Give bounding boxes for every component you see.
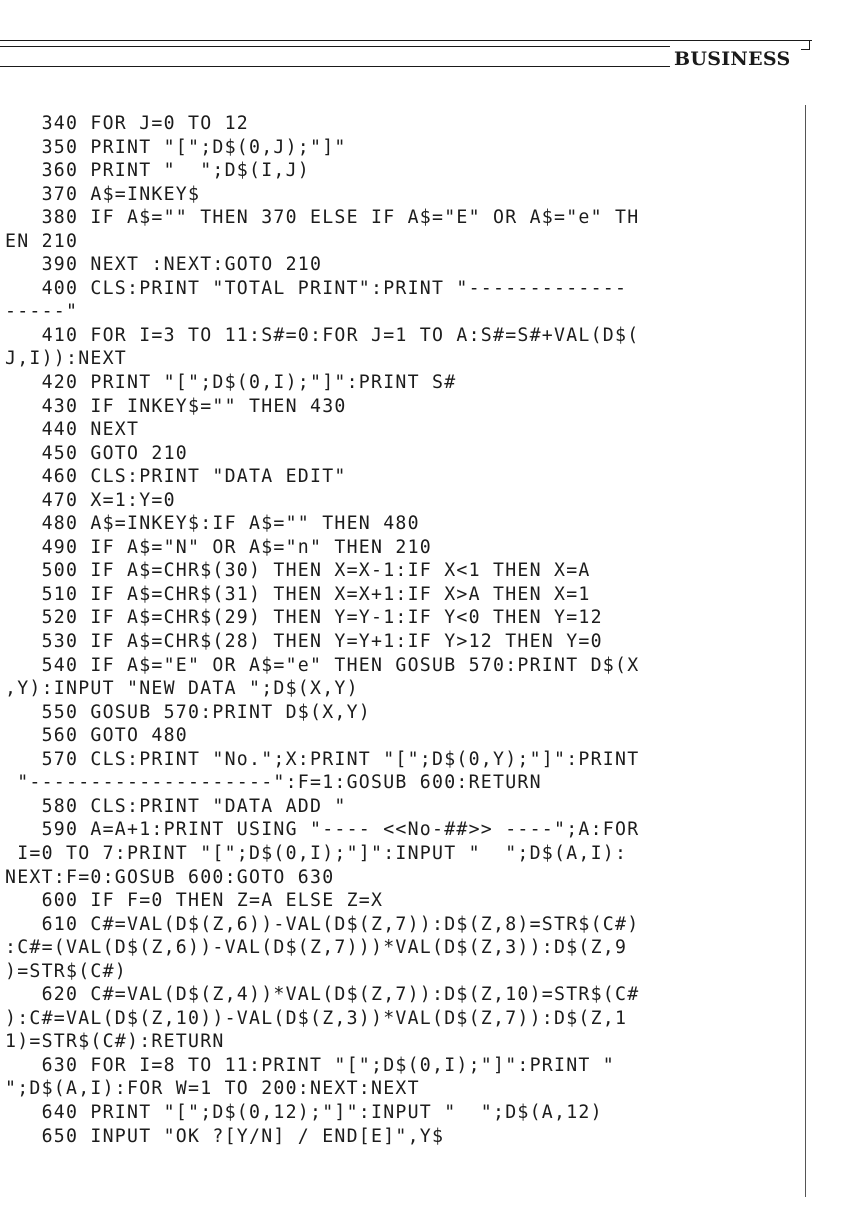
- code-line: 350 PRINT "[";D$(0,J);"]": [5, 136, 347, 158]
- code-line: J,I)):NEXT: [5, 348, 127, 370]
- code-line: 610 C#=VAL(D$(Z,6))-VAL(D$(Z,7)):D$(Z,8)=STR$(C#): [5, 913, 640, 935]
- code-line: 500 IF A$=CHR$(30) THEN X=X-1:IF X<1 THEN X=A: [5, 560, 591, 582]
- section-header: BUSINESS: [674, 48, 791, 70]
- code-line: 420 PRINT "[";D$(0,I);"]":PRINT S#: [5, 372, 457, 394]
- code-line: 640 PRINT "[";D$(0,12);"]":INPUT " ";D$(A,12): [5, 1101, 603, 1123]
- code-line: 390 NEXT :NEXT:GOTO 210: [5, 254, 323, 276]
- code-line: ";D$(A,I):FOR W=1 TO 200:NEXT:NEXT: [5, 1078, 420, 1100]
- code-line: 540 IF A$="E" OR A$="e" THEN GOSUB 570:PRINT D$(X: [5, 654, 640, 676]
- code-line: 460 CLS:PRINT "DATA EDIT": [5, 466, 347, 488]
- code-line: 450 GOTO 210: [5, 442, 188, 464]
- header-rule-top: [0, 40, 812, 41]
- code-line: 600 IF F=0 THEN Z=A ELSE Z=X: [5, 890, 384, 912]
- code-line: I=0 TO 7:PRINT "[";D$(0,I);"]":INPUT " ";D$(A,I):: [5, 842, 628, 864]
- code-line: "--------------------":F=1:GOSUB 600:RETURN: [5, 772, 542, 794]
- code-line: )=STR$(C#): [5, 960, 127, 982]
- code-line: 1)=STR$(C#):RETURN: [5, 1031, 225, 1053]
- header-rule-bottom: [0, 66, 670, 67]
- code-line: 340 FOR J=0 TO 12: [5, 113, 249, 134]
- code-line: 370 A$=INKEY$: [5, 183, 201, 205]
- corner-bracket-mark: [801, 40, 810, 50]
- code-line: ):C#=VAL(D$(Z,10))-VAL(D$(Z,3))*VAL(D$(Z,7)):D$(Z,1: [5, 1007, 628, 1029]
- code-line: EN 210: [5, 230, 79, 252]
- code-line: 400 CLS:PRINT "TOTAL PRINT":PRINT "-------------: [5, 277, 628, 299]
- code-line: 430 IF INKEY$="" THEN 430: [5, 395, 347, 417]
- code-line: 530 IF A$=CHR$(28) THEN Y=Y+1:IF Y>12 THEN Y=0: [5, 631, 603, 653]
- code-line: 380 IF A$="" THEN 370 ELSE IF A$="E" OR A$="e" TH: [5, 207, 640, 229]
- code-line: 520 IF A$=CHR$(29) THEN Y=Y-1:IF Y<0 THEN Y=12: [5, 607, 603, 629]
- code-line: 560 GOTO 480: [5, 725, 188, 747]
- code-line: 630 FOR I=8 TO 11:PRINT "[";D$(0,I);"]":PRINT ": [5, 1054, 615, 1076]
- code-line: -----": [5, 301, 79, 323]
- code-line: 510 IF A$=CHR$(31) THEN X=X+1:IF X>A THEN X=1: [5, 583, 591, 605]
- code-line: ,Y):INPUT "NEW DATA ";D$(X,Y): [5, 678, 359, 700]
- code-line: 620 C#=VAL(D$(Z,4))*VAL(D$(Z,7)):D$(Z,10)=STR$(C#: [5, 984, 640, 1006]
- code-line: 570 CLS:PRINT "No.";X:PRINT "[";D$(0,Y);"]":PRINT: [5, 748, 640, 770]
- code-line: :C#=(VAL(D$(Z,6))-VAL(D$(Z,7)))*VAL(D$(Z,3)):D$(Z,9: [5, 937, 628, 959]
- code-line: 410 FOR I=3 TO 11:S#=0:FOR J=1 TO A:S#=S#+VAL(D$(: [5, 324, 640, 346]
- code-line: 360 PRINT " ";D$(I,J): [5, 160, 310, 182]
- code-line: 440 NEXT: [5, 419, 140, 441]
- code-line: 480 A$=INKEY$:IF A$="" THEN 480: [5, 513, 420, 535]
- header-rule-middle: [0, 46, 670, 47]
- code-line: 470 X=1:Y=0: [5, 489, 176, 511]
- code-line: 650 INPUT "OK ?[Y/N] / END[E]",Y$: [5, 1125, 445, 1147]
- margin-rule: [805, 105, 806, 1197]
- code-line: NEXT:F=0:GOSUB 600:GOTO 630: [5, 866, 335, 888]
- code-line: 580 CLS:PRINT "DATA ADD ": [5, 795, 347, 817]
- program-listing: [5, 112, 795, 1148]
- code-line: 550 GOSUB 570:PRINT D$(X,Y): [5, 701, 371, 723]
- code-line: 490 IF A$="N" OR A$="n" THEN 210: [5, 536, 432, 558]
- code-line: 590 A=A+1:PRINT USING "---- <<No-##>> ----";A:FOR: [5, 819, 640, 841]
